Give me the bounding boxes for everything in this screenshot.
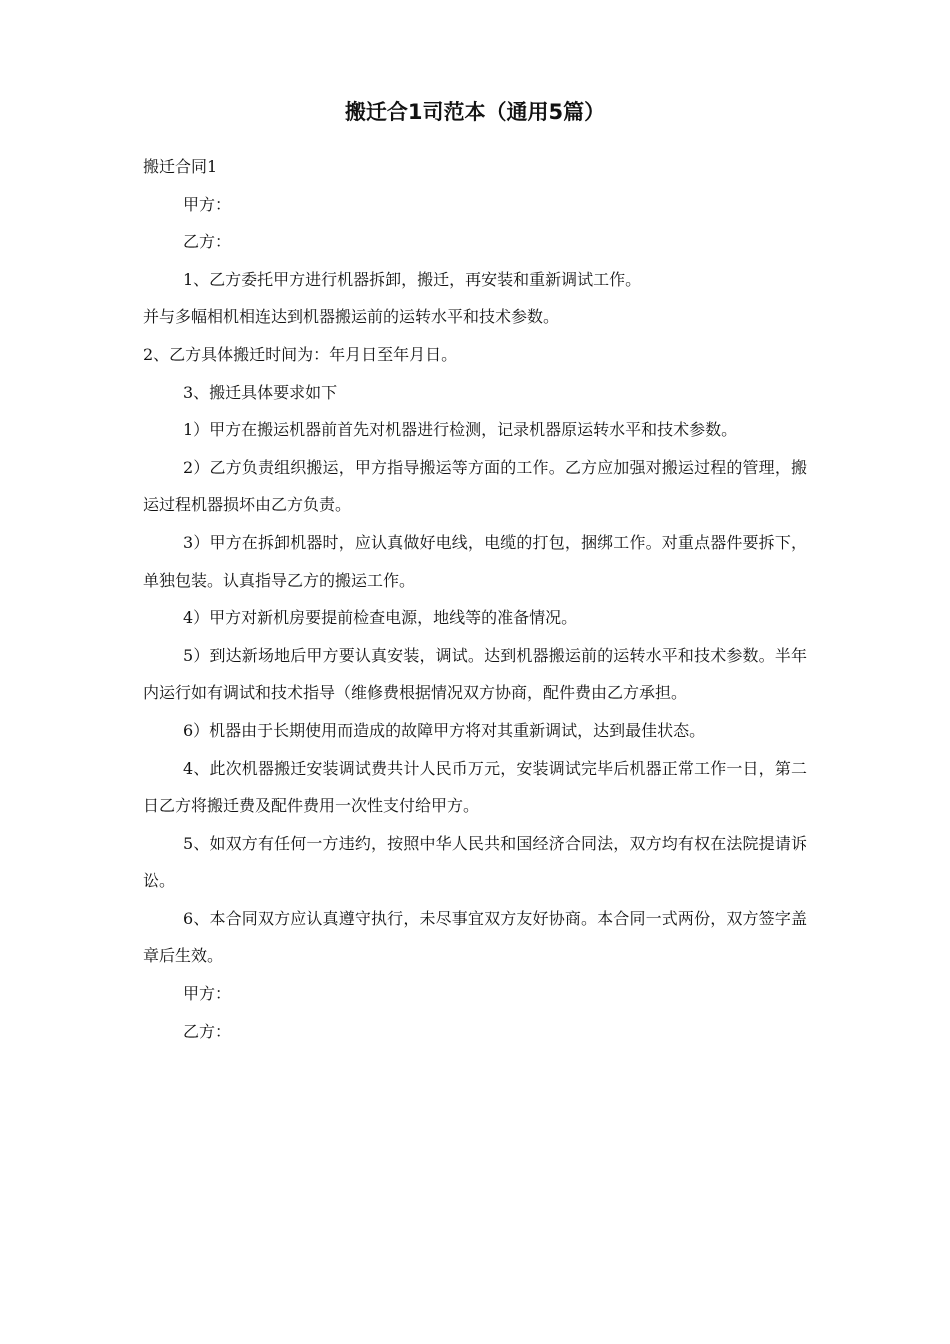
document-title: 搬迁合1司范本（通用5篇）	[344, 100, 606, 124]
section-heading: 搬迁合同1	[143, 157, 218, 176]
clause-paragraph: 6）机器由于长期使用而造成的故障甲方将对其重新调试，达到最佳状态。	[183, 720, 706, 740]
party-a-label: 甲方：	[183, 194, 232, 214]
party-b-signature-label: 乙方：	[183, 1021, 232, 1041]
party-a-signature-label: 甲方：	[183, 984, 232, 1004]
clause-paragraph: 4）甲方对新机房要提前检查电源，地线等的准备情况。	[183, 608, 578, 628]
clause-paragraph: 3）甲方在拆卸机器时，应认真做好电线，电缆的打包，捆绑工作。对重点器件要拆下，单独包装。认真指导乙方的搬运工作。	[143, 532, 807, 590]
clause-paragraph: 并与多幅相机相连达到机器搬运前的运转水平和技术参数。	[143, 307, 560, 327]
clause-paragraph: 2）乙方负责组织搬运，甲方指导搬运等方面的工作。乙方应加强对搬运过程的管理，搬运过程机器损坏由乙方负责。	[143, 457, 807, 515]
clause-paragraph: 4、此次机器搬迁安装调试费共计人民币万元，安装调试完毕后机器正常工作一日，第二日乙方将搬迁费及配件费用一次性支付给甲方。	[143, 758, 807, 816]
document-body	[143, 148, 807, 1050]
clause-paragraph: 2、乙方具体搬迁时间为：年月日至年月日。	[143, 344, 458, 364]
clause-paragraph: 5、如双方有任何一方违约，按照中华人民共和国经济合同法，双方均有权在法院提请诉讼。	[143, 833, 807, 891]
clause-paragraph: 1）甲方在搬运机器前首先对机器进行检测，记录机器原运转水平和技术参数。	[183, 420, 738, 440]
clause-paragraph: 5）到达新场地后甲方要认真安装，调试。达到机器搬运前的运转水平和技术参数。半年内运行如有调试和技术指导（维修费根据情况双方协商，配件费由乙方承担。	[143, 645, 807, 703]
clause-paragraph: 3、搬迁具体要求如下	[183, 382, 338, 402]
clause-paragraph: 6、本合同双方应认真遵守执行，未尽事宜双方友好协商。本合同一式两份，双方签字盖章后生效。	[143, 908, 807, 966]
party-b-label: 乙方：	[183, 232, 232, 252]
clause-paragraph: 1、乙方委托甲方进行机器拆卸，搬迁，再安装和重新调试工作。	[183, 269, 642, 289]
